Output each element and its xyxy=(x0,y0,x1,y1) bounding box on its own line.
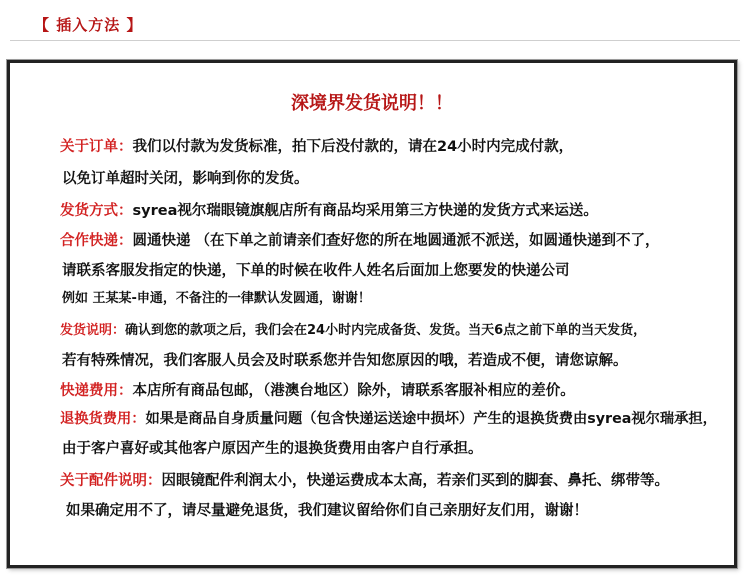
section-text: 因眼镜配件利润太小，快递运费成本太高，若亲们买到的脚套、鼻托、绑带等。 xyxy=(161,473,669,489)
section-text: 确认到您的款项之后，我们会在24小时内完成备货、发货。当天6点之前下单的当天发货， xyxy=(125,323,647,338)
section-label-order: 关于订单： xyxy=(60,139,133,155)
notice-line xyxy=(60,229,660,250)
notice-line xyxy=(62,349,628,370)
notice-line xyxy=(60,469,669,490)
shipping-notice-panel xyxy=(7,60,737,568)
section-text: syrea视尔瑞眼镜旗舰店所有商品均采用第三方快递的发货方式来运送。 xyxy=(132,203,598,219)
section-text: 圆通快递 （在下单之前请亲们查好您的所在地圆通派不派送，如圆通快递到不了， xyxy=(132,233,660,249)
section-text: 例如 王某某-申通，不备注的一律默认发圆通，谢谢！ xyxy=(62,291,371,306)
section-text: 如果确定用不了，请尽量避免退货，我们建议留给你们自己亲朋好友们用，谢谢！ xyxy=(66,503,588,519)
section-text: 由于客户喜好或其他客户原因产生的退换货费用由客户自行承担。 xyxy=(62,441,483,457)
notice-line xyxy=(66,499,588,520)
section-text: 本店所有商品包邮，（港澳台地区）除外，请联系客服补相应的差价。 xyxy=(132,383,575,399)
section-label-courier: 合作快递： xyxy=(60,233,133,249)
notice-line xyxy=(62,167,309,188)
section-label-return-fee: 退换货费用： xyxy=(60,411,146,427)
section-text: 请联系客服发指定的快递，下单的时候在收件人姓名后面加上您要发的快递公司 xyxy=(62,263,570,279)
notice-line xyxy=(60,408,717,428)
notice-line xyxy=(62,259,570,280)
section-text: 若有特殊情况，我们客服人员会及时联系您并告知您原因的哦，若造成不便，请您谅解。 xyxy=(62,353,628,369)
section-label-shipping-fee: 快递费用： xyxy=(60,383,133,399)
section-text: 如果是商品自身质量问题（包含快递运送途中损坏）产生的退换货费由syrea视尔瑞承担， xyxy=(145,411,717,427)
notice-line xyxy=(60,199,598,220)
notice-line xyxy=(60,135,573,156)
notice-line xyxy=(60,319,646,338)
section-label-shipping-method: 发货方式： xyxy=(60,203,133,219)
section-title: 【 插入方法 】 xyxy=(34,16,143,34)
notice-line xyxy=(62,287,371,306)
header-divider xyxy=(10,40,740,41)
section-text: 我们以付款为发货标准，拍下后没付款的，请在24小时内完成付款， xyxy=(132,139,574,155)
section-text: 以免订单超时关闭，影响到你的发货。 xyxy=(62,171,309,187)
notice-title: 深境界发货说明！！ xyxy=(291,93,453,114)
section-label-accessories: 关于配件说明： xyxy=(60,473,162,489)
section-header xyxy=(0,0,750,40)
notice-line xyxy=(62,437,483,458)
section-label-shipping-notes: 发货说明： xyxy=(60,323,126,338)
notice-line xyxy=(60,379,575,400)
